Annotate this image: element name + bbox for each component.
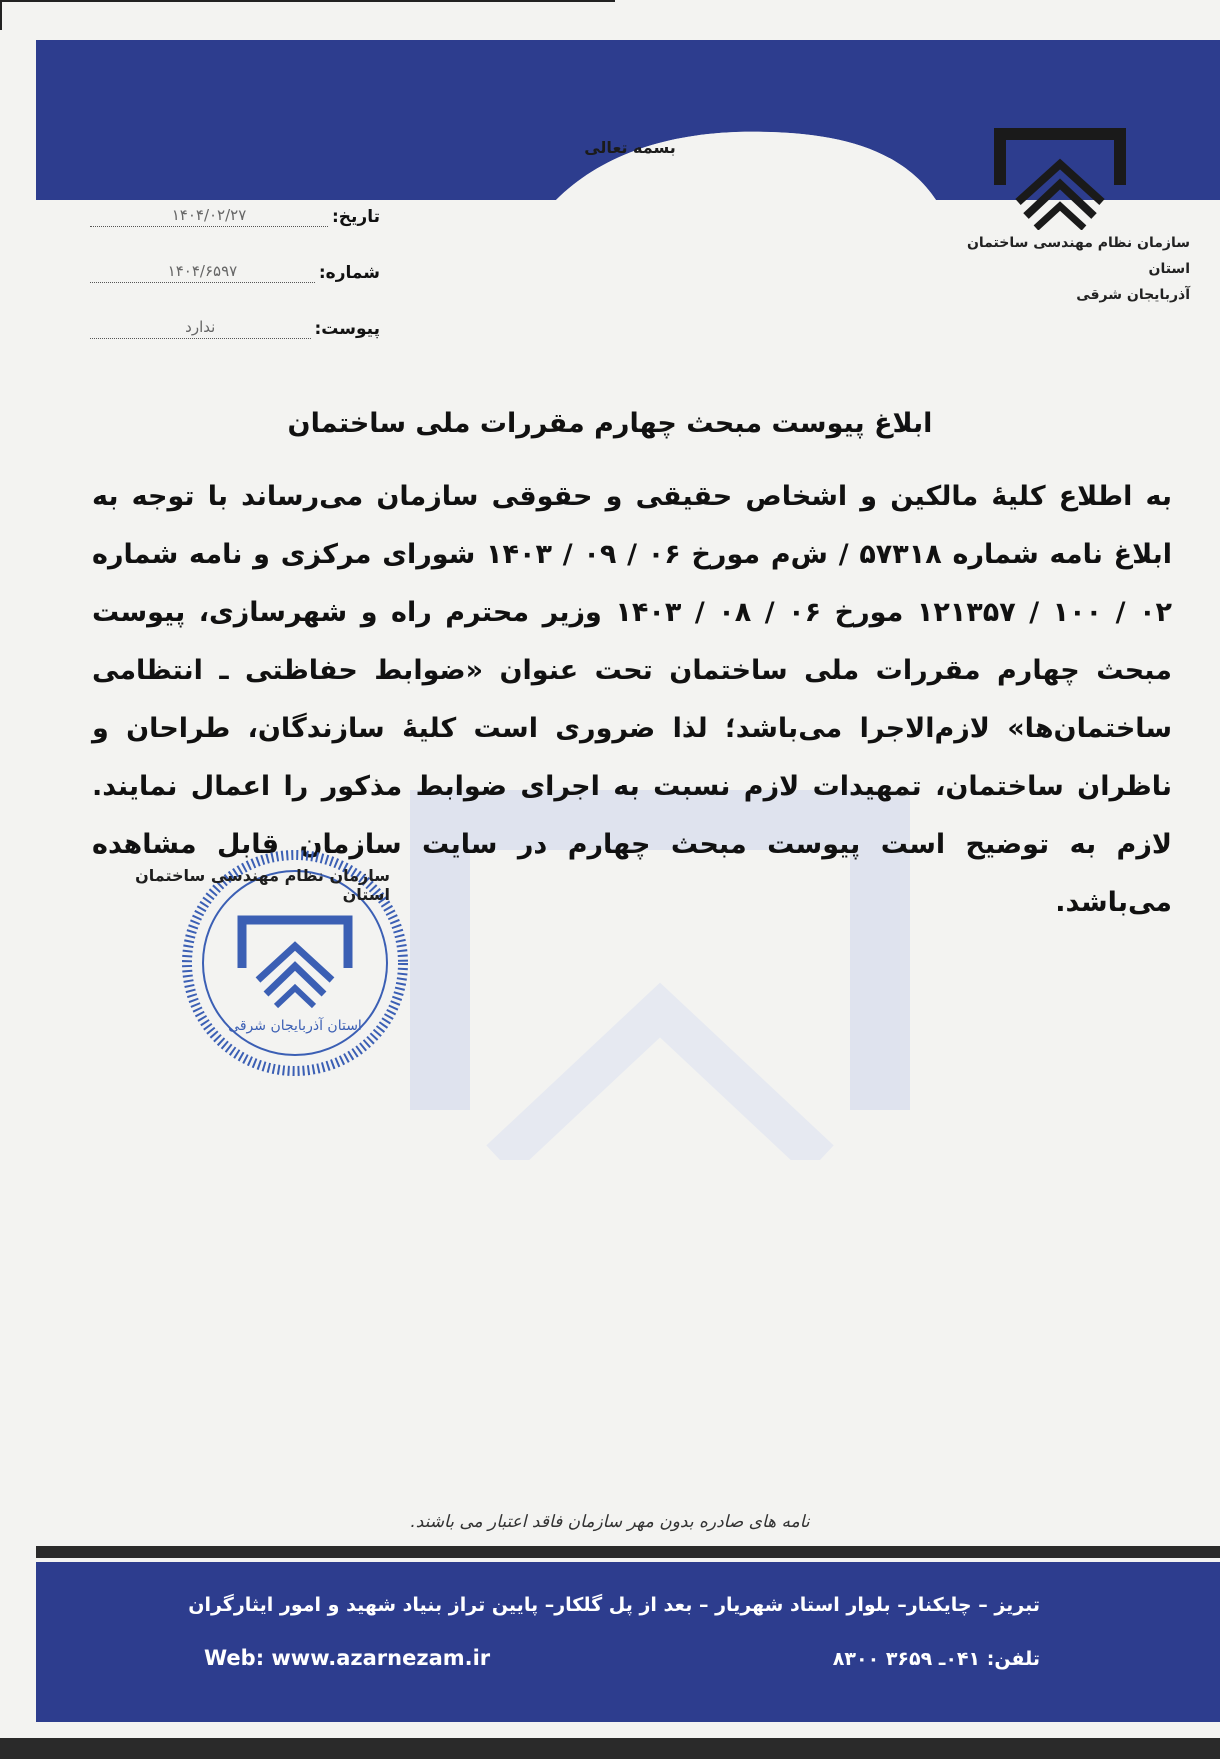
- scan-corner-mark: [0, 0, 10, 30]
- letter-title: ابلاغ پیوست مبحث چهارم مقررات ملی ساختمان: [287, 408, 933, 439]
- footer-phone: تلفن: ۰۴۱ـ ۳۶۵۹ ۸۳۰۰: [832, 1648, 1040, 1670]
- attachment-value: ندارد: [90, 318, 311, 339]
- scan-top-rule: [0, 0, 615, 2]
- attachment-row: [90, 318, 380, 339]
- scan-bottom-edge: [0, 1738, 1220, 1759]
- number-value: ۱۴۰۴/۶۵۹۷: [90, 262, 315, 283]
- attachment-label: پیوست:: [314, 319, 380, 339]
- footer-web: Web: www.azarnezam.ir: [204, 1646, 491, 1670]
- signature-org: سازمان نظام مهندسی ساختمان استان: [135, 866, 390, 904]
- date-label: تاریخ:: [332, 207, 380, 227]
- footer-address: تبریز – چایکنار– بلوار استاد شهریار – بعد از پل گلکار– پایین تراز بنیاد شهید و امور ایثارگران: [188, 1594, 1040, 1616]
- footer-note: نامه های صادره بدون مهر سازمان فاقد اعتبار می باشند.: [410, 1512, 810, 1532]
- basmala: بسمه تعالی: [584, 138, 676, 157]
- date-value: ۱۴۰۴/۰۲/۲۷: [90, 206, 328, 227]
- number-row: [90, 262, 380, 283]
- date-row: [90, 206, 380, 227]
- org-logo-icon: [990, 120, 1130, 230]
- org-name: [950, 230, 1190, 308]
- number-label: شماره:: [318, 263, 380, 283]
- org-name-line1: سازمان نظام مهندسی ساختمان استان: [966, 235, 1190, 277]
- footer-rule: [36, 1546, 1220, 1558]
- seal-text: استان آذربایجان شرقی: [228, 1018, 362, 1034]
- footer-band: [36, 1562, 1220, 1722]
- letter-body: به اطلاع کلیهٔ مالکین و اشخاص حقیقی و حقوقی سازمان می‌رساند با توجه به ابلاغ نامه شماره ۵۷۳۱۸ / ش‌م مورخ ۰۶ / ۰۹ / ۱۴۰۳ شورای مرکزی و نامه شماره ۰۲ / ۱۰۰ / ۱۲۱۳۵۷ مورخ ۰۶ / ۰۸ / ۱۴۰۳ وزیر محترم راه و شهرسازی، پیوست مبحث چهارم مقررات ملی ساختمان تحت عنوان «ضوابط حفاظتی ـ انتظامی ساختمان‌ها» لازم‌الاجرا می‌باشد؛ لذا ضروری است کلیهٔ سازندگان، طراحان و ناظران ساختمان، تمهیدات لازم نسبت به اجرای ضوابط مذکور را اعمال نمایند. لازم به توضیح است پیوست مبحث چهارم در سایت سازمان قابل مشاهده می‌باشد.: [92, 481, 1173, 918]
- org-name-line2: آذربایجان شرقی: [1076, 287, 1190, 303]
